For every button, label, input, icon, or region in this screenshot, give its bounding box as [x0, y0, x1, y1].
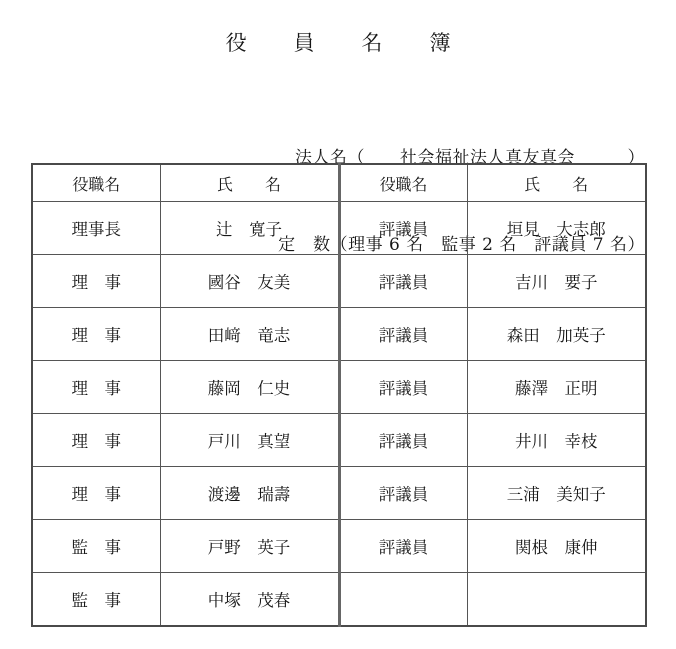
column-header-name-left: 氏 名: [160, 164, 339, 202]
column-header-name-right: 氏 名: [467, 164, 646, 202]
cell-name-left: 中塚 茂春: [160, 573, 339, 627]
column-header-role-right: 役職名: [339, 164, 467, 202]
cell-name-left: 戸川 真望: [160, 414, 339, 467]
cell-name-right: 井川 幸枝: [467, 414, 646, 467]
page-title: 役 員 名 簿: [225, 31, 464, 55]
table-row: [32, 361, 646, 414]
cell-role-right: 評議員: [339, 255, 467, 308]
cell-role-left: 理 事: [32, 255, 160, 308]
cell-role-left: 監 事: [32, 573, 160, 627]
cell-name-right: 関根 康伸: [467, 520, 646, 573]
cell-role-left: 理事長: [32, 202, 160, 255]
cell-name-left: 國谷 友美: [160, 255, 339, 308]
cell-role-left: 監 事: [32, 520, 160, 573]
cell-name-left: 田﨑 竜志: [160, 308, 339, 361]
cell-name-right: 吉川 要子: [467, 255, 646, 308]
table-row: [32, 308, 646, 361]
cell-name-left: 藤岡 仁史: [160, 361, 339, 414]
cell-role-right: [339, 573, 467, 627]
table-row: [32, 255, 646, 308]
table-row: [32, 520, 646, 573]
quota-line: 定 数（理事 6 名 監事 2 名 評議員 7 名）: [278, 235, 645, 255]
table-row: [32, 202, 646, 255]
table-body: [32, 202, 646, 627]
table-header-row: [32, 164, 646, 202]
cell-role-left: 理 事: [32, 414, 160, 467]
table-row: [32, 467, 646, 520]
cell-name-left: 戸野 英子: [160, 520, 339, 573]
corporation-name-line: 法人名（ 社会福祉法人真友真会 ）: [295, 148, 645, 168]
officer-roster-table: [31, 163, 647, 627]
cell-name-left: 渡邊 瑞壽: [160, 467, 339, 520]
cell-name-left: 辻 寛子: [160, 202, 339, 255]
cell-role-right: 評議員: [339, 202, 467, 255]
cell-role-left: 理 事: [32, 361, 160, 414]
column-header-role-left: 役職名: [32, 164, 160, 202]
cell-role-left: 理 事: [32, 308, 160, 361]
cell-role-right: 評議員: [339, 361, 467, 414]
cell-name-right: 三浦 美知子: [467, 467, 646, 520]
table-header: [32, 164, 646, 202]
cell-name-right: 森田 加英子: [467, 308, 646, 361]
cell-name-right: [467, 573, 646, 627]
table-row: [32, 414, 646, 467]
cell-role-left: 理 事: [32, 467, 160, 520]
cell-name-right: 藤澤 正明: [467, 361, 646, 414]
cell-role-right: 評議員: [339, 467, 467, 520]
cell-name-right: 垣見 大志郎: [467, 202, 646, 255]
cell-role-right: 評議員: [339, 414, 467, 467]
table-row: [32, 573, 646, 627]
cell-role-right: 評議員: [339, 520, 467, 573]
cell-role-right: 評議員: [339, 308, 467, 361]
